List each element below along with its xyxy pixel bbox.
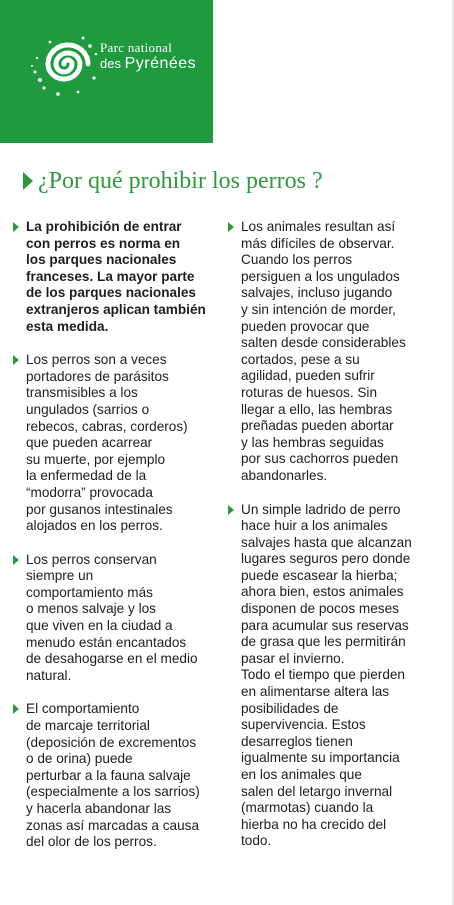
- paragraph-line: más difíciles de observar.: [241, 235, 395, 251]
- paragraph-line: alojados en los perros.: [26, 518, 163, 534]
- paragraph-line: de grasa que les permitirán: [241, 634, 406, 650]
- paragraph-line: ahora bien, estos animales: [241, 584, 404, 600]
- paragraph: [13, 701, 213, 850]
- paragraph-line: o de orina) puede: [26, 751, 133, 767]
- paragraph-line: puede escasear la hierba;: [241, 567, 398, 583]
- paragraph-line: pueden provocar que: [241, 318, 370, 334]
- paragraph-line: Cuando los perros: [241, 252, 353, 268]
- paragraph-line: Un simple ladrido de perro: [241, 501, 401, 517]
- park-logo-block: [0, 0, 213, 143]
- paragraph-line: zonas así marcadas a causa: [26, 817, 200, 833]
- paragraph-line: que pueden acarrear: [26, 435, 153, 451]
- paragraph-line: en los animales que: [241, 767, 362, 782]
- paragraph-line: esta medida.: [26, 318, 109, 334]
- paragraph-line: de desahogarse en el medio: [26, 651, 198, 667]
- paragraph-line: “modorra” provocada: [26, 484, 153, 500]
- left-column: [13, 219, 213, 851]
- park-name: [100, 40, 196, 72]
- paragraph-line: o menos salvaje y los: [26, 601, 156, 617]
- paragraph-line: El comportamiento: [26, 701, 140, 717]
- paragraph-line: pasar el invierno.: [241, 650, 345, 666]
- paragraph-line: con perros es norma en: [26, 235, 181, 251]
- paragraph-line: y hacerla abandonar las: [26, 801, 172, 816]
- paragraph-line: desarreglos tienen: [241, 733, 353, 749]
- paragraph-line: siempre un: [26, 568, 94, 584]
- paragraph-line: disponen de pocos meses: [241, 601, 399, 617]
- paragraph-line: del olor de los perros.: [26, 834, 157, 850]
- paragraph-line: franceses. La mayor parte: [26, 268, 195, 284]
- paragraph-line: portadores de parásitos: [26, 368, 169, 384]
- paragraph-line: (marmotas) cuando la: [241, 800, 374, 816]
- paragraph-line: de los parques nacionales: [26, 285, 196, 301]
- page-title-text: ¿Por qué prohibir los perros ?: [38, 168, 323, 194]
- paragraph-line: salten desde considerables: [241, 335, 406, 351]
- paragraph-line: y sin intención de morder,: [241, 301, 396, 317]
- paragraph-line: Los animales resultan así: [241, 219, 396, 234]
- paragraph-line: todo.: [241, 833, 272, 849]
- paragraph-line: abandonarles.: [241, 467, 328, 483]
- paragraph-line: agilidad, pueden sufrir: [241, 368, 375, 384]
- paragraph: [13, 352, 213, 535]
- paragraph-line: (deposición de excrementos: [26, 734, 197, 750]
- paragraph-line: natural.: [26, 667, 72, 683]
- paragraph-line: que viven en la ciudad a: [26, 618, 173, 634]
- right-column: [228, 219, 434, 850]
- paragraph-line: (especialmente a los sarrios): [26, 784, 200, 800]
- paragraph-bullet-icon: [228, 505, 234, 515]
- paragraph-line: extranjeros aplican también: [26, 301, 206, 317]
- paragraph-line: posibilidades de: [241, 700, 339, 716]
- paragraph-line: para acumular sus reservas: [241, 617, 409, 633]
- paragraph-line: de marcaje territorial: [26, 718, 150, 734]
- paragraph-line: menudo están encantados: [26, 634, 187, 650]
- paragraph-gap: [13, 684, 213, 701]
- paragraph-line: hierba no ha crecido del: [241, 816, 387, 832]
- paragraph-gap: [13, 335, 213, 352]
- page-title: [23, 168, 323, 195]
- paragraph-line: persiguen a los ungulados: [241, 268, 400, 284]
- paragraph-line: los parques nacionales: [26, 252, 177, 268]
- park-name-prefix: des: [100, 56, 125, 71]
- paragraph-line: igualmente su importancia: [241, 750, 400, 766]
- paragraph-line: roturas de huesos. Sin: [241, 384, 378, 400]
- paragraph-line: Los perros conservan: [26, 551, 157, 567]
- paragraph-line: lugares seguros pero donde: [241, 551, 411, 567]
- paragraph-line: Todo el tiempo que pierden: [241, 667, 405, 683]
- paragraph-line: cortados, pese a su: [241, 351, 360, 367]
- paragraph-line: por sus cachorros pueden: [241, 451, 399, 467]
- park-name-line2: [100, 56, 196, 72]
- paragraph: [13, 219, 213, 335]
- paragraph-line: comportamiento más: [26, 584, 153, 600]
- paragraph: [228, 219, 434, 485]
- paragraph-line: transmisibles a los: [26, 385, 138, 401]
- park-name-pyrenees: Pyrénées: [124, 55, 197, 72]
- paragraph-bullet-icon: [13, 555, 19, 565]
- paragraph: [13, 552, 213, 685]
- paragraph-line: preñadas pueden abortar: [241, 418, 394, 434]
- paragraph-line: supervivencia. Estos: [241, 717, 366, 733]
- paragraph-line: por gusanos intestinales: [26, 501, 173, 517]
- paragraph-line: rebecos, cabras, corderos): [26, 418, 188, 434]
- paragraph-line: salvajes, incluso jugando: [241, 285, 393, 301]
- paragraph: [228, 502, 434, 850]
- paragraph-bullet-icon: [13, 222, 19, 232]
- paragraph-line: y las hembras seguidas: [241, 434, 384, 450]
- paragraph-line: salvajes hasta que alcanzan: [241, 534, 412, 550]
- paragraph-line: La prohibición de entrar: [26, 219, 182, 234]
- paragraph-line: en alimentarse altera las: [241, 684, 390, 700]
- park-name-line1: Parc national: [100, 40, 173, 55]
- title-bullet-icon: [23, 172, 33, 190]
- spiral-logo-icon: [28, 28, 106, 98]
- paragraph-line: hace huir a los animales: [241, 518, 388, 534]
- paragraph-line: llegar a ello, las hembras: [241, 401, 393, 417]
- paragraph-bullet-icon: [13, 355, 19, 365]
- paragraph-line: Los perros son a veces: [26, 352, 167, 368]
- paragraph-line: la enfermedad de la: [26, 468, 147, 484]
- paragraph-line: su muerte, por ejemplo: [26, 451, 166, 467]
- paragraph-line: perturbar a la fauna salvaje: [26, 767, 191, 783]
- paragraph-bullet-icon: [13, 704, 19, 714]
- paragraph-line: ungulados (sarrios o: [26, 401, 150, 417]
- paragraph-bullet-icon: [228, 222, 234, 232]
- paragraph-gap: [13, 535, 213, 552]
- paragraph-line: salen del letargo invernal: [241, 783, 393, 799]
- paragraph-gap: [228, 485, 434, 502]
